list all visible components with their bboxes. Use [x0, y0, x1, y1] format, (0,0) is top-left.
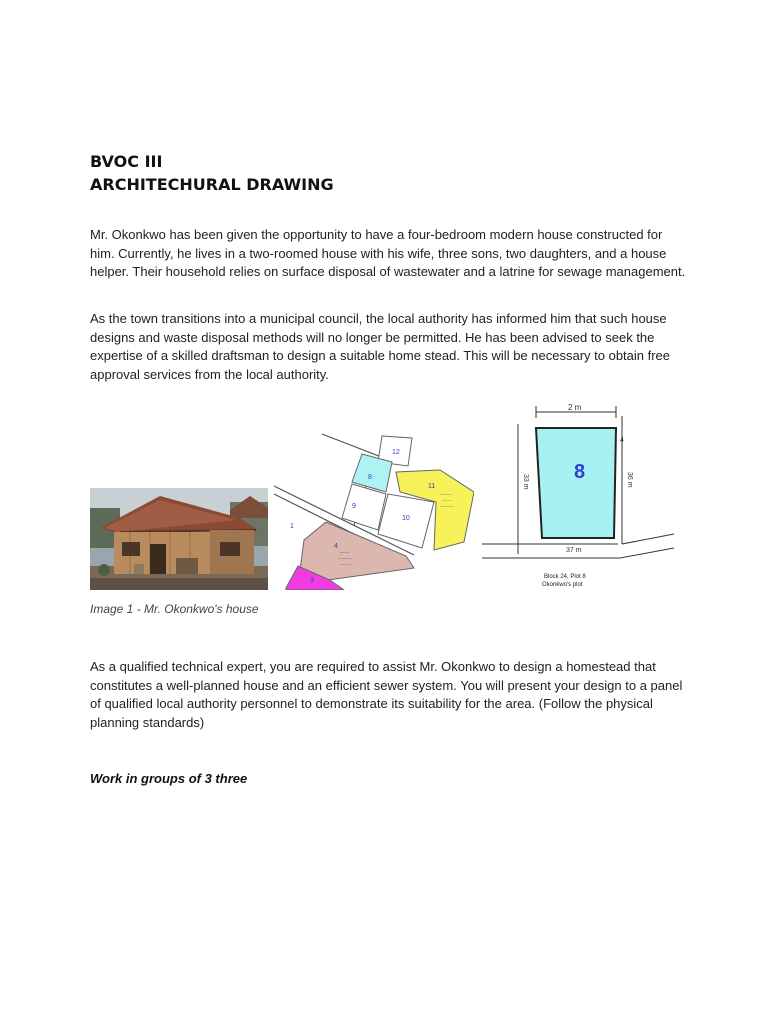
- cadastral-map: [274, 430, 474, 590]
- plot-caption-line2: Okonkwo's plot: [542, 582, 583, 588]
- plot-label-4: 4: [334, 543, 338, 550]
- plot-label-3: 3: [310, 577, 314, 584]
- plot-label-12: 12: [392, 449, 400, 456]
- svg-text:~~~~~: ~~~~~: [340, 562, 352, 567]
- svg-text:~~~~~~: ~~~~~~: [440, 504, 455, 509]
- paragraph-authority: As the town transitions into a municipal council, the local authority has informed him that such house designs and waste disposal methods will no longer be permitted. He has been advised to seek the expertise of a skilled draftsman to design a suitable home stead. This will be necessary to obtain free approval services from the local authority.: [90, 311, 671, 382]
- heading-course: BVOC III: [90, 152, 163, 171]
- top-dimension-label: 2 m: [568, 403, 582, 412]
- corner-mark-label: 4: [620, 437, 624, 444]
- right-dimension-label: 36 m: [626, 472, 633, 488]
- house-photo: [90, 488, 268, 590]
- left-dimension-label: 33 m: [522, 474, 529, 490]
- plot-label-9: 9: [352, 503, 356, 510]
- image-caption: Image 1 - Mr. Okonkwo's house: [90, 602, 259, 616]
- plot-caption-line1: Block 24, Plot 8: [544, 574, 586, 580]
- svg-text:~~~~: ~~~~: [340, 550, 350, 555]
- document-heading: [90, 150, 334, 196]
- plot-label-11: 11: [428, 483, 436, 490]
- plot-8-parcel: [536, 428, 616, 538]
- heading-subject: ARCHITECHURAL DRAWING: [90, 175, 334, 194]
- svg-text:~~~~~: ~~~~~: [440, 492, 452, 497]
- paragraph-situation: Mr. Okonkwo has been given the opportunity to have a four-bedroom modern house constructed for him. Currently, he lives in a two-roomed house with his wife, three sons, two daughters, and a house helper. Their household relies on surface disposal of wastewater and a latrine for sewage management.: [90, 227, 686, 279]
- plot-label-1: 1: [290, 523, 294, 530]
- group-instruction: Work in groups of 3 three: [90, 771, 248, 786]
- svg-text:~~~~: ~~~~: [442, 498, 452, 503]
- svg-text:~~~~~~: ~~~~~~: [338, 556, 353, 561]
- plot-label-10: 10: [402, 515, 410, 522]
- plot-number-label: 8: [574, 461, 586, 483]
- plot-plan: [482, 398, 674, 594]
- bottom-dimension-label: 37 m: [566, 547, 582, 554]
- paragraph-task: As a qualified technical expert, you are required to assist Mr. Okonkwo to design a homestead that constitutes a well-planned house and an efficient sewer system. You will present your design to a panel of qualified local authority personnel to demonstrate its suitability for the area. (Follow the physical planning standards): [90, 659, 683, 730]
- plot-label-8: 8: [368, 474, 372, 481]
